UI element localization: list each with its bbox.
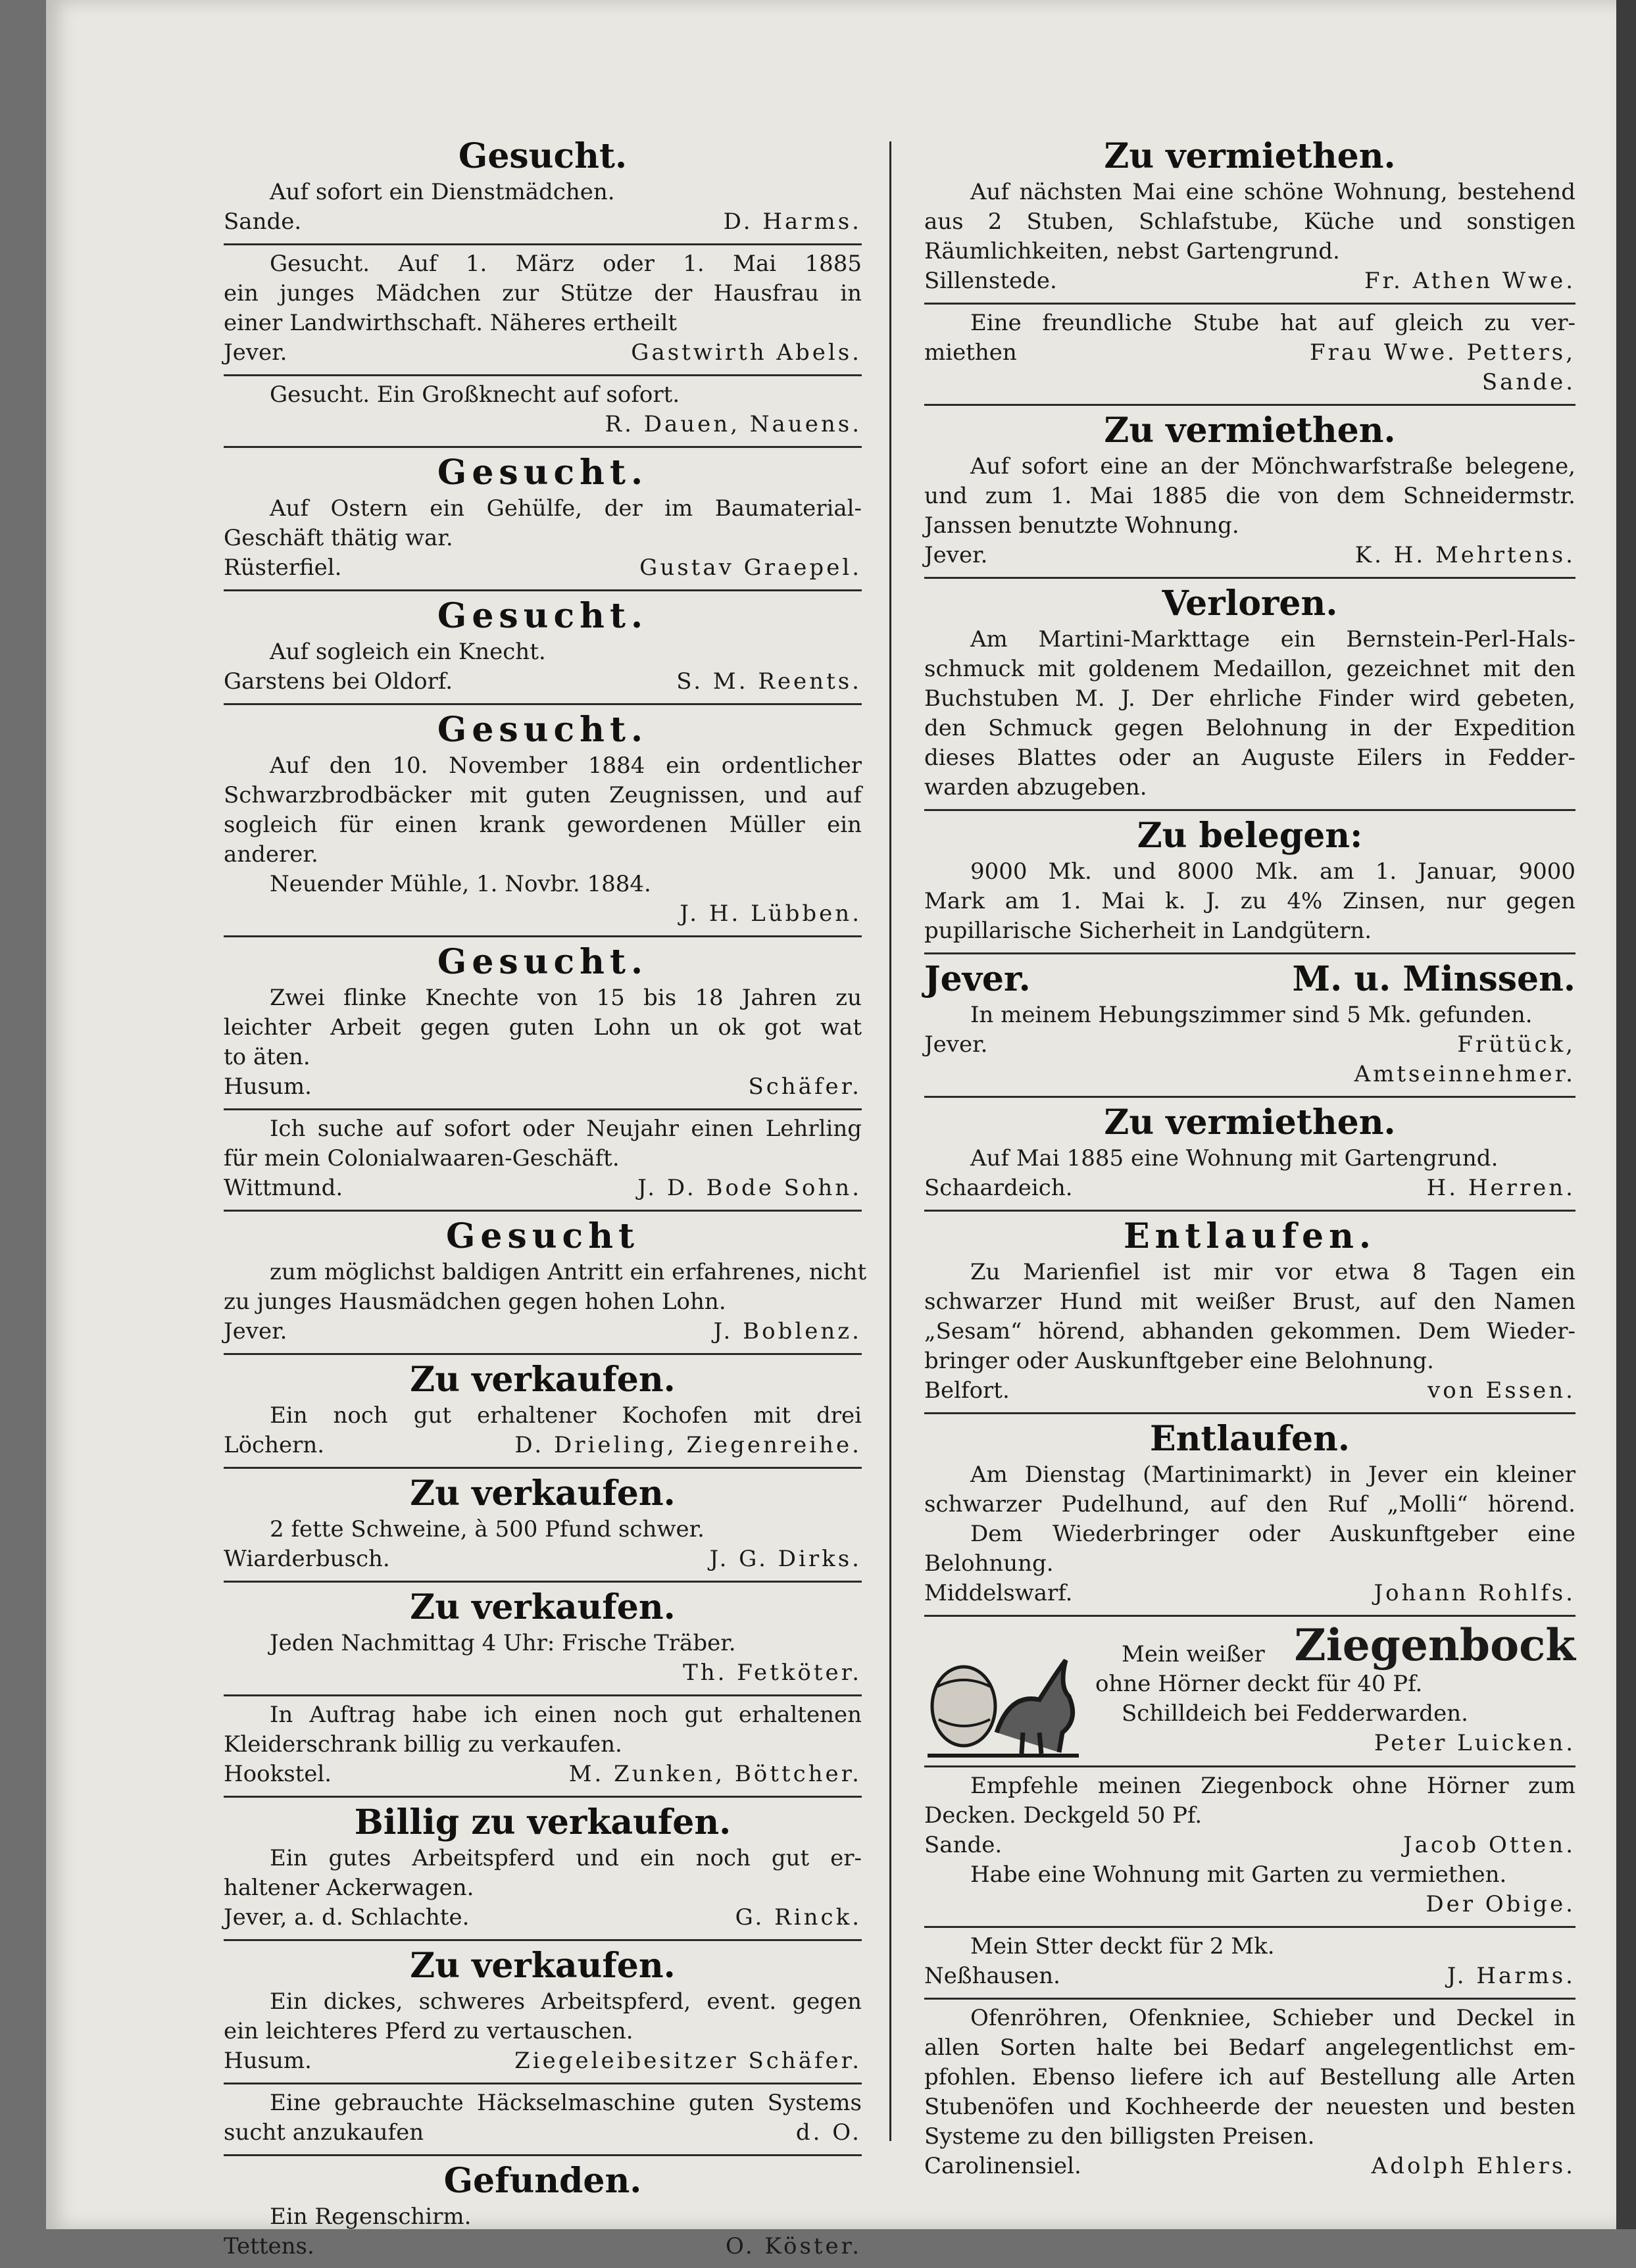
signature-row: [924, 1376, 1575, 1406]
place-name: Husum.: [224, 2048, 312, 2074]
advertiser-name: Th. Fetköter.: [683, 1660, 862, 1686]
ad-heading: Zu verkaufen.: [410, 1587, 676, 1627]
ad-text-line: Eine gebrauchte Häckselmaschine guten Systems: [270, 2090, 862, 2116]
ad-heading: Gesucht.: [437, 453, 649, 493]
place-name: Garstens bei Oldorf.: [224, 668, 453, 695]
ad-text-line: leichter Arbeit gegen guten Lohn un ok got wat: [224, 1014, 862, 1041]
advertiser-name: Peter Luicken.: [1374, 1730, 1575, 1756]
ad-text-line: Systeme zu den billigsten Preisen.: [924, 2123, 1315, 2150]
ad-text-line: Eine freundliche Stube hat auf gleich zu ver-: [970, 310, 1575, 336]
ad-text-line: haltener Ackerwagen.: [224, 1875, 474, 1901]
advertiser-name: J. Boblenz.: [713, 1318, 862, 1344]
place-name: Sande.: [224, 209, 302, 235]
signature-row: [224, 1317, 862, 1346]
signature-row: [224, 1658, 862, 1688]
ad-text-line: ein junges Mädchen zur Stütze der Hausfrau in: [224, 280, 862, 307]
place-name: Belfort.: [924, 1377, 1010, 1404]
column-divider: [889, 141, 891, 2141]
advertisement: [924, 1767, 1575, 1928]
goat-title: Ziegenbock: [1294, 1619, 1575, 1671]
advertisement: [224, 705, 862, 937]
ad-heading: Gesucht.: [458, 136, 628, 176]
ad-text-line: Am Dienstag (Martinimarkt) in Jever ein kleiner: [970, 1462, 1575, 1488]
goat-line: Schilldeich bei Fedderwarden.: [1122, 1700, 1468, 1727]
place-name: Sillenstede.: [924, 268, 1057, 294]
ad-text-line: warden abzugeben.: [924, 774, 1147, 801]
ad-text-line: Auf sogleich ein Knecht.: [270, 639, 546, 665]
ad-text-line: In Auftrag habe ich einen noch gut erhaltenen: [270, 1702, 862, 1728]
ad-text-line: Stubenöfen und Kochheerde der neuesten und besten: [924, 2094, 1575, 2120]
signature-row: [924, 266, 1575, 296]
ad-text-line: In meinem Hebungszimmer sind 5 Mk. gefunden.: [970, 1002, 1533, 1028]
ad-text-line: Auf den 10. November 1884 ein ordentlicher: [270, 752, 862, 779]
signature-row: [224, 1173, 862, 1203]
advertiser-name: Sande.: [1481, 369, 1575, 395]
place-name: Rüsterfiel.: [224, 555, 342, 581]
signature-row: [924, 541, 1575, 570]
ad-text-line: Räumlichkeiten, nebst Gartengrund.: [924, 238, 1340, 264]
ad-text-line: schmuck mit goldenem Medaillon, gezeichnet mit den: [924, 656, 1575, 682]
ad-text-line: Ein dickes, schweres Arbeitspferd, event. gegen: [270, 1988, 862, 2015]
page-edge: [1616, 0, 1636, 2229]
place-name: Jever.: [224, 339, 287, 366]
ad-heading: Zu verkaufen.: [410, 1360, 676, 1400]
advertisement: [924, 811, 1575, 954]
place-name: Wittmund.: [224, 1175, 343, 1201]
advertiser-name: Frau Wwe. Petters,: [1309, 339, 1575, 366]
advertiser-name: Gustav Graepel.: [639, 555, 862, 581]
ad-text-line: dieses Blattes oder an Auguste Eilers in Fedder-: [924, 745, 1575, 771]
ad-text-line: ein leichteres Pferd zu vertauschen.: [224, 2018, 633, 2044]
ad-text-line: Ich suche auf sofort oder Neujahr einen Lehrling: [270, 1116, 862, 1142]
goat-intro: Mein weißer: [1122, 1641, 1265, 1667]
advertisement: [224, 1110, 862, 1212]
advertisement: [224, 591, 862, 705]
ad-heading: Zu vermiethen.: [1104, 136, 1396, 176]
goat-ad-body: [924, 1621, 1575, 1759]
advertisement: [224, 376, 862, 448]
ad-heading: Gesucht: [445, 1216, 640, 1256]
ad-text-line: Gesucht. Ein Großknecht auf sofort.: [270, 382, 680, 408]
advertiser-name: d. O.: [795, 2119, 862, 2146]
advertisement-goat: [924, 1617, 1575, 1767]
advertisement: [224, 132, 862, 245]
ad-text-line: den Schmuck gegen Belohnung in der Expedition: [924, 715, 1575, 741]
ad-text-line: schwarzer Hund mit weißer Brust, auf den Namen: [924, 1289, 1575, 1315]
advertiser-name: Frütück,: [1457, 1031, 1575, 1058]
ad-text-line: sogleich für einen krank gewordenen Müller ein: [224, 812, 862, 838]
ad-text-line: Gesucht. Auf 1. März oder 1. Mai 1885: [270, 251, 862, 277]
signature-row: [224, 1903, 862, 1933]
goat-signature-row: [1095, 1729, 1575, 1758]
ad-text-line: Ein Regenschirm.: [270, 2204, 472, 2230]
advertiser-name: Der Obige.: [1425, 1891, 1575, 1917]
advertiser-name: H. Herren.: [1426, 1175, 1575, 1201]
ad-text-line: und zum 1. Mai 1885 die von dem Schneidermstr.: [924, 483, 1575, 509]
signature-row: [224, 1760, 862, 1789]
advertisement: [224, 245, 862, 376]
advertiser-name: K. H. Mehrtens.: [1354, 542, 1575, 568]
advertiser-name: J. D. Bode Sohn.: [637, 1175, 862, 1201]
signature-row: [924, 1579, 1575, 1608]
ad-text-line: bringer oder Auskunftgeber eine Belohnung.: [924, 1348, 1434, 1374]
ad-text-line: Empfehle meinen Ziegenbock ohne Hörner zum: [970, 1773, 1575, 1799]
advertiser-name: Jacob Otten.: [1402, 1832, 1575, 1858]
ad-text-line: Dem Wiederbringer oder Auskunftgeber eine: [970, 1521, 1575, 1547]
advertiser-name: D. Harms.: [723, 209, 862, 235]
place-name: Hookstel.: [224, 1761, 332, 1787]
ad-text-line: allen Sorten halte bei Bedarf angelegentlichst em-: [924, 2034, 1575, 2061]
signature-row: [224, 207, 862, 237]
place-name: Middelswarf.: [924, 1580, 1073, 1606]
signature-row: [924, 368, 1575, 397]
advertiser-name: Gastwirth Abels.: [631, 339, 862, 366]
signature-row: [924, 1831, 1575, 1860]
ad-text-line: Auf Ostern ein Gehülfe, der im Baumaterial-: [270, 495, 862, 522]
signature-row: [224, 338, 862, 368]
ad-text-line: Ofenröhren, Ofenkniee, Schieber und Deckel in: [970, 2005, 1575, 2031]
ad-text-line: schwarzer Pudelhund, auf den Ruf „Molli“ hörend.: [924, 1491, 1575, 1517]
ad-text-line: Janssen benutzte Wohnung.: [924, 512, 1239, 539]
advertiser-name: S. M. Reents.: [676, 668, 862, 695]
place-name: Jever.: [924, 1031, 988, 1058]
ad-text-line: anderer.: [224, 841, 318, 868]
ad-heading: Verloren.: [1162, 583, 1338, 624]
advertiser-name: R. Dauen, Nauens.: [605, 411, 862, 437]
place-name: Sande.: [924, 1832, 1003, 1858]
ad-text-line: Auf sofort eine an der Mönchwarfstraße belegene,: [970, 453, 1575, 480]
signature-row: [224, 1072, 862, 1102]
advertiser-name: Schäfer.: [748, 1073, 862, 1100]
ad-heading: Gesucht.: [437, 596, 649, 636]
left-column: [224, 132, 867, 2268]
ad-text-line: Jeden Nachmittag 4 Uhr: Frische Träber.: [270, 1630, 736, 1656]
ad-heading: Gefunden.: [443, 2161, 642, 2201]
place-name: Löchern.: [224, 1432, 325, 1458]
ad-text-line: aus 2 Stuben, Schlafstube, Küche und sonstigen: [924, 209, 1575, 235]
place-name: Carolinensiel.: [924, 2153, 1081, 2179]
ad-heading: Zu vermiethen.: [1104, 1102, 1396, 1143]
signature-row: [224, 2118, 862, 2148]
advertisement: [924, 406, 1575, 579]
ad-text-line: zu junges Hausmädchen gegen hohen Lohn.: [224, 1289, 726, 1315]
signature-row: [924, 1173, 1575, 1203]
signature-row: [224, 553, 862, 583]
ad-heading-row: [924, 958, 1575, 1000]
goat-woodcut-illustration: [924, 1634, 1082, 1759]
signature-row: [224, 410, 862, 439]
signature-row: [924, 1890, 1575, 1919]
place-name: Jever.: [224, 1318, 287, 1344]
ad-text-line: „Sesam“ hörend, abhanden gekommen. Dem Wieder-: [924, 1318, 1575, 1344]
signature-row: [924, 1961, 1575, 1991]
advertisement: [924, 1098, 1575, 1212]
ad-heading: Zu verkaufen.: [410, 1946, 676, 1986]
signature-row: [224, 1544, 862, 1574]
ad-heading: Jever.: [924, 959, 1031, 999]
signature-row: [924, 338, 1575, 368]
advertiser-name: M. Zunken, Böttcher.: [568, 1761, 862, 1787]
advertisement: [224, 937, 862, 1110]
place-name: Tettens.: [224, 2233, 314, 2259]
advertiser-name: J. H. Lübben.: [680, 900, 862, 927]
advertisement: [224, 1583, 862, 1696]
advertiser-name: J. G. Dirks.: [709, 1546, 862, 1572]
advertisement: [924, 1928, 1575, 2000]
ad-text-line: Ein noch gut erhaltener Kochofen mit drei: [270, 1402, 862, 1429]
ad-text-line: 2 fette Schweine, à 500 Pfund schwer.: [270, 1516, 705, 1542]
advertiser-name: D. Drieling, Ziegenreihe.: [514, 1432, 862, 1458]
advertisement: [924, 2000, 1575, 2188]
advertisement: [924, 579, 1575, 811]
signature-row: [924, 1030, 1575, 1060]
advertisement: [224, 1696, 862, 1798]
ad-heading: Entlaufen.: [1123, 1216, 1377, 1256]
ad-text-line: Zwei flinke Knechte von 15 bis 18 Jahren zu: [270, 985, 862, 1011]
signature-row: [224, 2232, 862, 2261]
advertiser-name: O. Köster.: [725, 2233, 862, 2259]
advertisement: [924, 1212, 1575, 1414]
advertisement: [224, 1355, 862, 1469]
ad-text-line: pupillarische Sicherheit in Landgütern.: [924, 918, 1372, 944]
advertiser-name: Fr. Athen Wwe.: [1364, 268, 1575, 294]
right-column: [924, 132, 1575, 2188]
ad-text-line: Auf nächsten Mai eine schöne Wohnung, bestehend: [970, 179, 1575, 205]
advertiser-name: Amtseinnehmer.: [1354, 1061, 1575, 1087]
place-name: Wiarderbusch.: [224, 1546, 390, 1572]
ad-text-line: Am Martini-Markttage ein Bernstein-Perl-Hals-: [970, 626, 1575, 653]
advertisement: [224, 1212, 867, 1355]
ad-text-line: Auf Mai 1885 eine Wohnung mit Gartengrund.: [970, 1145, 1499, 1171]
goat-title-row: [1095, 1621, 1575, 1669]
signature-row: [224, 667, 862, 697]
advertisement: [224, 2156, 862, 2268]
ad-text-line: Zu Marienfiel ist mir vor etwa 8 Tagen ein: [970, 1259, 1575, 1285]
ad-text-line: Decken. Deckgeld 50 Pf.: [924, 1802, 1202, 1829]
ad-heading: Entlaufen.: [1149, 1419, 1351, 1459]
place-name: sucht anzukaufen: [224, 2119, 424, 2146]
ad-text-line: pfohlen. Ebenso liefere ich auf Bestellung alle Arten: [924, 2064, 1575, 2090]
advertiser-name: G. Rinck.: [735, 1904, 862, 1931]
advertisement: [224, 1941, 862, 2084]
place-name: miethen: [924, 339, 1017, 366]
ad-text-line: Mein Stter deckt für 2 Mk.: [970, 1933, 1275, 1960]
signature-row: [224, 1431, 862, 1460]
ad-heading: M. u. Minssen.: [1292, 959, 1575, 999]
ad-heading: Zu vermiethen.: [1104, 410, 1396, 451]
advertisement: [924, 954, 1575, 1098]
ad-text-line: Geschäft thätig war.: [224, 525, 453, 551]
advertisement: [924, 1414, 1575, 1617]
ad-text-line: zum möglichst baldigen Antritt ein erfahrenes, nicht: [270, 1259, 867, 1285]
advertisement: [924, 132, 1575, 305]
signature-row: [924, 2152, 1575, 2181]
ad-text-line: Schwarzbrodbäcker mit guten Zeugnissen, und auf: [224, 782, 862, 808]
ad-text-line: einer Landwirthschaft. Näheres ertheilt: [224, 310, 678, 336]
advertiser-name: J. Harms.: [1447, 1963, 1575, 1989]
goat-ad-text: [1095, 1621, 1575, 1758]
ad-text-line: Buchstuben M. J. Der ehrliche Finder wird gebeten,: [924, 685, 1575, 712]
advertiser-name: von Essen.: [1427, 1377, 1575, 1404]
ad-heading: Zu verkaufen.: [410, 1473, 676, 1514]
signature-row: [924, 1060, 1575, 1089]
ad-heading: Gesucht.: [437, 942, 649, 982]
ad-text-line: 9000 Mk. und 8000 Mk. am 1. Januar, 9000: [970, 858, 1575, 885]
ad-text-line: Mark am 1. Mai k. J. zu 4% Zinsen, nur gegen: [924, 888, 1575, 914]
advertiser-name: Johann Rohlfs.: [1374, 1580, 1575, 1606]
advertisement: [224, 2084, 862, 2156]
place-name: Neßhausen.: [924, 1963, 1060, 1989]
place-name: Jever.: [924, 542, 988, 568]
ad-text-line: Habe eine Wohnung mit Garten zu vermiethen.: [970, 1861, 1507, 1888]
advertisement: [224, 1798, 862, 1941]
place-name: Husum.: [224, 1073, 312, 1100]
goat-line: ohne Hörner deckt für 40 Pf.: [1095, 1671, 1423, 1697]
ad-text-line: Kleiderschrank billig zu verkaufen.: [224, 1731, 622, 1758]
ad-heading: Gesucht.: [437, 710, 649, 750]
ad-heading: Billig zu verkaufen.: [354, 1802, 731, 1842]
ad-text-line: Auf sofort ein Dienstmädchen.: [270, 179, 615, 205]
ad-text-line: to äten.: [224, 1044, 310, 1070]
advertisement: [924, 305, 1575, 406]
place-name: Jever, a. d. Schlachte.: [224, 1904, 470, 1931]
place-name: Schaardeich.: [924, 1175, 1073, 1201]
advertisement: [224, 448, 862, 591]
ad-text-line: Neuender Mühle, 1. Novbr. 1884.: [270, 871, 651, 897]
advertiser-name: Adolph Ehlers.: [1371, 2153, 1575, 2179]
advertisement: [224, 1469, 862, 1583]
signature-row: [224, 2046, 862, 2076]
ad-heading: Zu belegen:: [1137, 816, 1363, 856]
ad-text-line: Ein gutes Arbeitspferd und ein noch gut er-: [270, 1845, 862, 1871]
signature-row: [224, 899, 862, 929]
ad-text-line: für mein Colonialwaaren-Geschäft.: [224, 1145, 620, 1171]
ad-text-line: Belohnung.: [924, 1550, 1054, 1577]
advertiser-name: Ziegeleibesitzer Schäfer.: [514, 2048, 862, 2074]
